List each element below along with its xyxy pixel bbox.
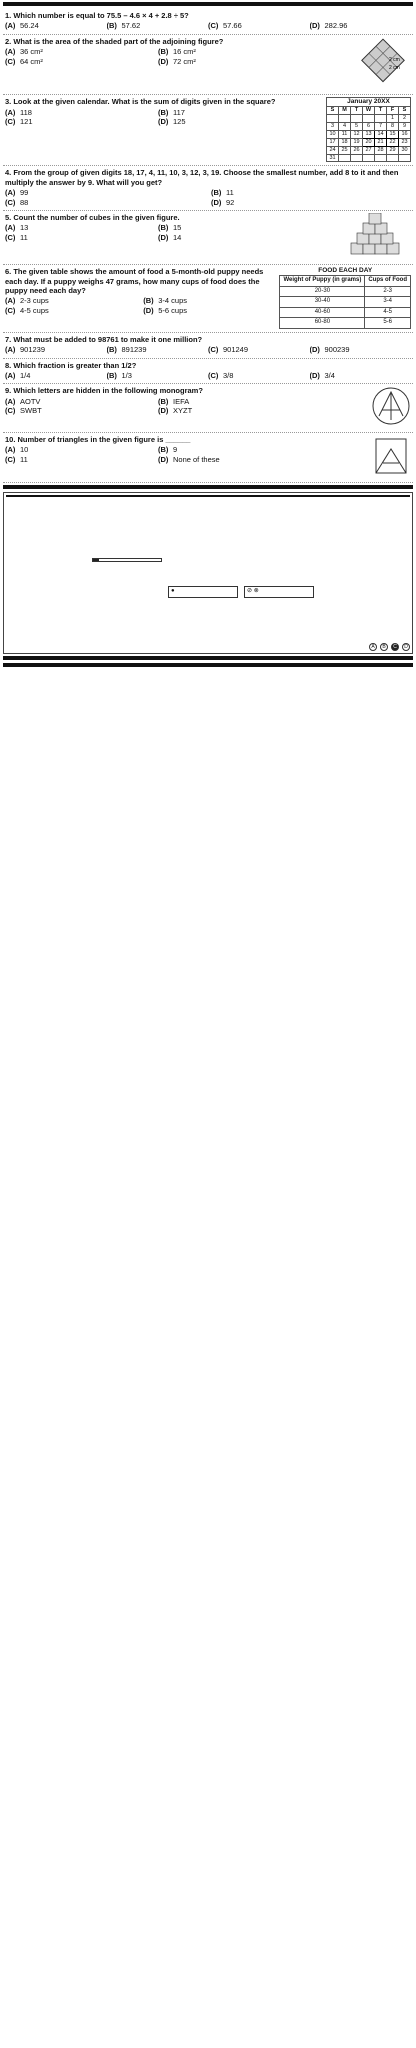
option-text: 282.96 bbox=[324, 21, 348, 31]
question bbox=[3, 35, 413, 95]
option-text: 121 bbox=[20, 116, 33, 126]
question bbox=[3, 211, 413, 265]
option-text: 901249 bbox=[223, 345, 249, 355]
option-c[interactable] bbox=[208, 345, 310, 354]
option-key: (A) bbox=[5, 371, 16, 380]
option-text: 117 bbox=[173, 107, 185, 117]
option-a[interactable] bbox=[5, 345, 107, 354]
option-c[interactable] bbox=[208, 371, 310, 380]
option-text: 99 bbox=[20, 188, 29, 198]
question-text: 8. Which fraction is greater than 1/2? bbox=[5, 360, 137, 370]
class-roll-info bbox=[168, 503, 410, 641]
option-text: 1/4 bbox=[20, 371, 31, 380]
option-c[interactable] bbox=[5, 117, 152, 126]
options bbox=[5, 188, 411, 207]
mental-ability-section bbox=[3, 9, 413, 483]
question-figure bbox=[371, 435, 411, 479]
option-c[interactable] bbox=[5, 57, 152, 66]
question-text: 7. What must be added to 98761 to make it one million? bbox=[5, 334, 203, 344]
option-key: (A) bbox=[5, 345, 16, 355]
option-b[interactable] bbox=[107, 371, 209, 380]
option-text: 3-4 cups bbox=[158, 296, 187, 306]
mark-answers-banner bbox=[3, 656, 413, 660]
code-class-roll-area bbox=[6, 503, 410, 641]
option-key: (A) bbox=[5, 396, 16, 406]
question-text: 5. Count the number of cubes in the given figure. bbox=[5, 212, 180, 222]
option-key: (A) bbox=[5, 188, 16, 198]
option-key: (A) bbox=[5, 21, 16, 31]
question-figure: FOOD EACH DAY Weight of Puppy (in grams) Cups of Food 20-30 2-3 30-40 3-4 40-60 4-5 60-80 5-6 bbox=[279, 267, 411, 329]
option-text: 92 bbox=[226, 197, 235, 207]
option-key: (C) bbox=[5, 406, 16, 416]
food-table: Weight of Puppy (in grams) Cups of Food 20-30 2-3 30-40 3-4 40-60 4-5 60-80 5-6 bbox=[279, 275, 411, 329]
calendar: January 20XX S M T W T F S 1 2 3 4 5 6 7 8 9 10 11 12 13 14 15 16 17 18 19 20 21 22 23 24 25 26 27 28 29 30 31 bbox=[326, 97, 411, 162]
school-code-grid bbox=[6, 503, 86, 639]
option-c[interactable] bbox=[208, 21, 310, 30]
option-key: (A) bbox=[5, 223, 16, 233]
question bbox=[3, 333, 413, 359]
option-text: 57.66 bbox=[223, 21, 242, 31]
question-figure bbox=[326, 97, 411, 162]
option-key: (C) bbox=[5, 454, 16, 464]
option-key: (C) bbox=[5, 232, 16, 242]
option-key: (B) bbox=[158, 107, 169, 117]
option-d[interactable] bbox=[158, 406, 305, 415]
options bbox=[5, 21, 411, 30]
shaded-square-figure bbox=[331, 37, 411, 89]
option-b[interactable] bbox=[107, 21, 209, 30]
question-figure bbox=[347, 213, 411, 261]
options bbox=[5, 371, 411, 380]
option-a[interactable] bbox=[5, 371, 107, 380]
school-code-info bbox=[92, 503, 162, 641]
science-banner bbox=[3, 485, 413, 489]
answer-keys-banner bbox=[3, 663, 413, 667]
option-c[interactable] bbox=[5, 198, 205, 207]
option-text: XYZT bbox=[173, 406, 193, 416]
question bbox=[3, 433, 413, 483]
question bbox=[3, 166, 413, 211]
option-key: (A) bbox=[5, 296, 16, 306]
option-b[interactable] bbox=[158, 108, 305, 117]
question-figure bbox=[371, 386, 411, 428]
question bbox=[3, 95, 413, 166]
options bbox=[5, 345, 411, 354]
option-key: (C) bbox=[5, 197, 16, 207]
option-key: (C) bbox=[208, 371, 219, 380]
option-text: 3/8 bbox=[223, 371, 234, 380]
option-text: 11 bbox=[20, 232, 28, 242]
option-text: 5-6 cups bbox=[158, 305, 187, 315]
svg-text:2 cm: 2 cm bbox=[389, 64, 400, 71]
option-d[interactable] bbox=[310, 345, 412, 354]
option-b[interactable] bbox=[158, 47, 305, 56]
q7-bubbles: A B C D bbox=[366, 643, 410, 651]
option-key: (B) bbox=[211, 188, 222, 198]
triangles-figure bbox=[371, 435, 411, 477]
options bbox=[5, 47, 305, 66]
option-text: 9 bbox=[173, 445, 178, 455]
option-d[interactable] bbox=[158, 233, 305, 242]
option-key: (B) bbox=[106, 371, 117, 380]
option-a[interactable] bbox=[5, 188, 205, 197]
question-text: 10. Number of triangles in the given figure is ______ bbox=[5, 434, 191, 444]
option-a[interactable] bbox=[5, 445, 152, 454]
option-key: (B) bbox=[106, 21, 117, 31]
option-key: (B) bbox=[143, 296, 154, 306]
option-text: 10 bbox=[20, 445, 29, 455]
class-roll-grid bbox=[168, 511, 308, 581]
option-key: (D) bbox=[309, 345, 320, 355]
option-b[interactable] bbox=[158, 397, 305, 406]
gender-box bbox=[92, 558, 162, 562]
cubes-figure bbox=[347, 213, 411, 259]
sample-answer-sheet bbox=[3, 492, 413, 654]
option-key: (C) bbox=[208, 345, 219, 355]
option-key: (D) bbox=[309, 21, 320, 31]
option-d[interactable] bbox=[143, 306, 275, 315]
option-d[interactable] bbox=[158, 57, 305, 66]
option-text: 901239 bbox=[20, 345, 46, 355]
option-c[interactable] bbox=[5, 306, 137, 315]
option-text: 14 bbox=[173, 232, 182, 242]
option-a[interactable] bbox=[5, 397, 152, 406]
option-b[interactable] bbox=[143, 296, 275, 305]
question-text: 2. What is the area of the shaded part of the adjoining figure? bbox=[5, 36, 224, 46]
female-option[interactable] bbox=[99, 559, 105, 561]
option-text: 118 bbox=[20, 107, 32, 117]
question-text: 1. Which number is equal to 75.5 – 4.6 × 4 + 2.8 ÷ 5? bbox=[5, 11, 189, 20]
option-text: 72 cm² bbox=[173, 56, 196, 66]
option-key: (A) bbox=[5, 445, 16, 455]
option-a[interactable] bbox=[5, 296, 137, 305]
question bbox=[3, 384, 413, 432]
question bbox=[3, 265, 413, 333]
option-text: 900239 bbox=[324, 345, 350, 355]
q7-example bbox=[6, 643, 410, 651]
option-text: 11 bbox=[226, 188, 234, 198]
option-c[interactable] bbox=[5, 233, 152, 242]
option-key: (D) bbox=[143, 305, 154, 315]
question-figure bbox=[331, 37, 411, 91]
option-d[interactable] bbox=[310, 21, 412, 30]
option-text: 11 bbox=[20, 454, 28, 464]
option-key: (C) bbox=[208, 21, 219, 31]
option-key: (B) bbox=[106, 345, 117, 355]
option-text: 15 bbox=[173, 223, 182, 233]
option-key: (A) bbox=[5, 107, 16, 117]
question bbox=[3, 359, 413, 385]
option-key: (A) bbox=[5, 47, 16, 57]
option-c[interactable] bbox=[5, 455, 152, 464]
option-d[interactable] bbox=[310, 371, 412, 380]
sample-sheet-title bbox=[6, 495, 410, 497]
option-text: 36 cm² bbox=[20, 47, 43, 57]
option-a[interactable] bbox=[5, 47, 152, 56]
option-text: 88 bbox=[20, 197, 29, 207]
option-text: AOTV bbox=[20, 396, 41, 406]
options bbox=[5, 397, 305, 416]
option-key: (B) bbox=[158, 396, 169, 406]
svg-text:2 cm: 2 cm bbox=[389, 56, 400, 63]
option-key: (D) bbox=[158, 116, 169, 126]
option-text: 64 cm² bbox=[20, 56, 43, 66]
option-key: (D) bbox=[158, 232, 169, 242]
option-d[interactable] bbox=[211, 198, 411, 207]
option-text: 16 cm² bbox=[173, 47, 196, 57]
option-key: (B) bbox=[158, 223, 169, 233]
option-d[interactable] bbox=[158, 455, 305, 464]
option-text: 3/4 bbox=[324, 371, 335, 380]
option-text: 4-5 cups bbox=[20, 305, 49, 315]
question-text: 6. The given table shows the amount of food a 5-month-old puppy needs each day. If a puppy weighs 47 grams, how many cups of food does the puppy need each day? bbox=[5, 267, 264, 295]
option-key: (D) bbox=[158, 56, 169, 66]
question-text: 4. From the group of given digits 18, 17, 4, 11, 10, 3, 12, 3, 19. Choose the smallest number, add 8 to it and then multiply the answer by 9. What will you get? bbox=[5, 168, 399, 187]
option-text: IEFA bbox=[173, 396, 190, 406]
question-text: 3. Look at the given calendar. What is the sum of digits given in the square? bbox=[5, 97, 276, 107]
option-key: (D) bbox=[158, 406, 169, 416]
question bbox=[3, 9, 413, 35]
option-key: (C) bbox=[5, 305, 16, 315]
option-a[interactable] bbox=[5, 223, 152, 232]
option-text: SWBT bbox=[20, 406, 42, 416]
option-text: 125 bbox=[173, 116, 186, 126]
option-b[interactable] bbox=[211, 188, 411, 197]
option-text: 57.62 bbox=[121, 21, 141, 31]
wrong-example: ⊘ ⊗ bbox=[244, 586, 314, 598]
question-text: 9. Which letters are hidden in the following monogram? bbox=[5, 386, 203, 396]
option-b[interactable] bbox=[158, 445, 305, 454]
option-key: (C) bbox=[5, 116, 16, 126]
option-key: (C) bbox=[5, 56, 16, 66]
option-b[interactable] bbox=[158, 223, 305, 232]
option-text: 56.24 bbox=[20, 21, 39, 31]
option-a[interactable] bbox=[5, 108, 152, 117]
option-b[interactable] bbox=[107, 345, 209, 354]
option-text: 13 bbox=[20, 223, 29, 233]
option-key: (D) bbox=[309, 371, 320, 380]
option-key: (D) bbox=[158, 454, 169, 464]
mental-ability-banner bbox=[3, 2, 413, 6]
option-text: None of these bbox=[173, 454, 220, 464]
options bbox=[5, 108, 305, 127]
option-key: (D) bbox=[211, 197, 222, 207]
option-d[interactable] bbox=[158, 117, 305, 126]
option-key: (B) bbox=[158, 47, 169, 57]
option-text: 1/3 bbox=[121, 371, 132, 380]
option-text: 891239 bbox=[121, 345, 147, 355]
option-c[interactable] bbox=[5, 406, 152, 415]
correct-example: ● bbox=[168, 586, 238, 598]
option-text: 2-3 cups bbox=[20, 296, 49, 306]
option-a[interactable] bbox=[5, 21, 107, 30]
option-key: (B) bbox=[158, 445, 169, 455]
options bbox=[5, 445, 305, 464]
options bbox=[5, 296, 275, 315]
monogram-figure bbox=[371, 386, 411, 426]
options bbox=[5, 223, 305, 242]
